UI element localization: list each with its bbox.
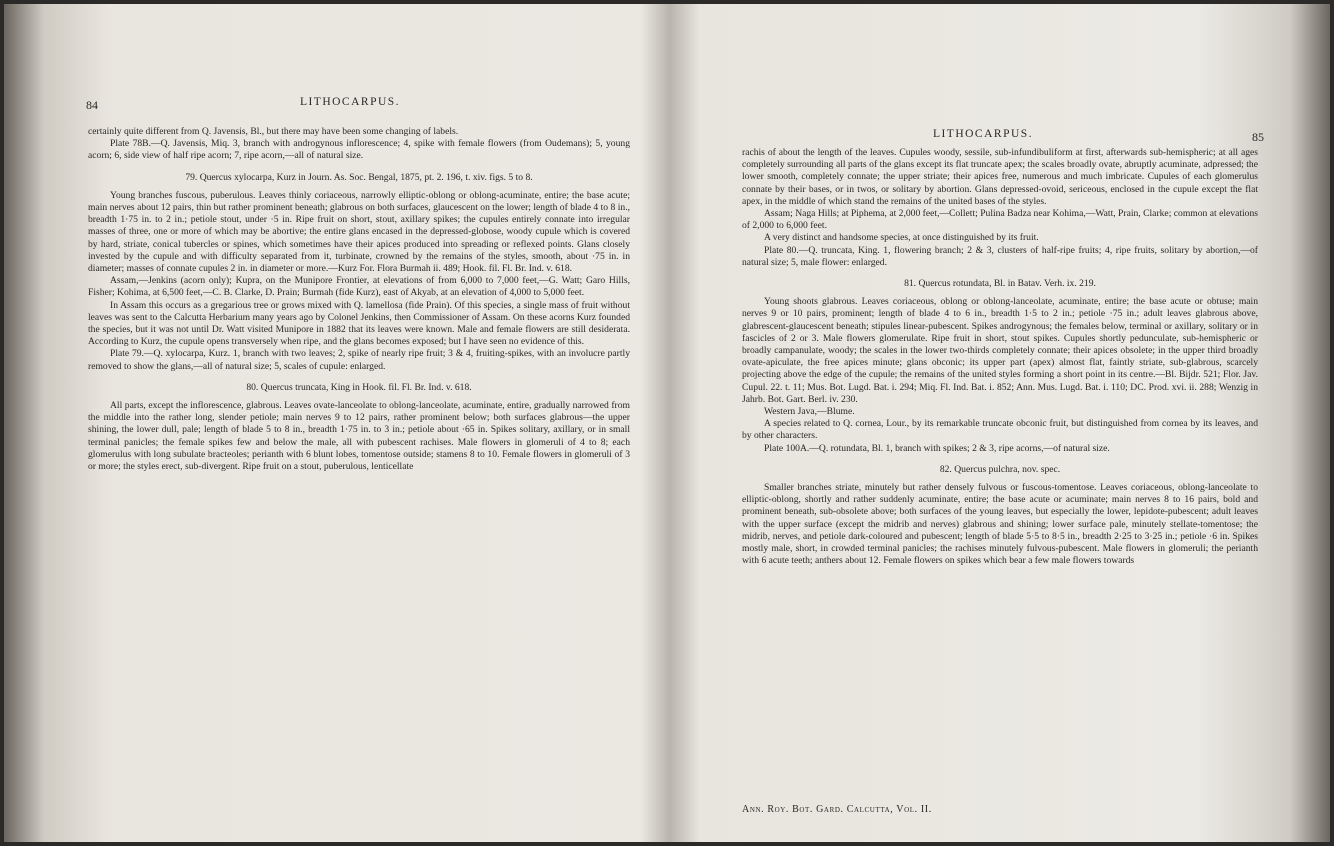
page-number: 85 (1252, 130, 1264, 144)
paragraph: Assam; Naga Hills; at Piphema, at 2,000 feet,—Collett; Pulina Badza near Kohima,—Watt, Prain, Clarke; common at elevations of 2,000 to 6,000 feet. (742, 208, 1258, 232)
paragraph: rachis of about the length of the leaves. Cupules woody, sessile, sub-infundibuliform at first, afterwards sub-hemispheric; at all ages completely surrounding all parts of the glans except its flat truncate apex; the scales broadly ovate, abruptly acuminate, adpressed; the lower smooth, completely connate; the upper striate; their apices free, numerous and much imbricate. Cupules of each glomerulus connate by their bases, or in twos, or solitary by abortion. Glans depressed-ovoid, sericeous, enclosed in the cupule except the flat apex, in the middle of which stand the remains of the united bases of the styles. (742, 147, 1258, 207)
species-heading: 80. Quercus truncata, King in Hook. fil. Fl. Br. Ind. v. 618. (246, 381, 472, 393)
paragraph: A species related to Q. cornea, Lour., by its remarkable truncate obconic fruit, but distinguished from cornea by its leaves, and by other characters. (742, 418, 1258, 442)
paragraph: Plate 100A.—Q. rotundata, Bl. 1, branch with spikes; 2 & 3, ripe acorns,—of natural size. (764, 442, 1110, 454)
paragraph: Young branches fuscous, puberulous. Leaves thinly coriaceous, narrowly elliptic-oblong or oblong-acuminate, entire; the base acute; main nerves about 12 pairs, thin but rather prominent beneath; glabrous on both surfaces, glaucescent on the lower; length of blade 4 to 8 in., breadth 1·75 in. to 2 in.; petiole stout, under ·5 in. Ripe fruit on short, stout, axillary spikes; the cupules entirely connate into irregular masses of three, one or more of which may be abortive; the entire glans encased in the depressed-globose, woody cupule which is covered by hard, striate, conical tubercles or spines, which sometimes have their apices produced into spreading or reflexed points. Glans closely invested by the cupule and with difficulty separated from it, turbinate, crowned by the remains of the styles, smooth, about ·75 in. in diameter; masses of connate cupules 2 in. in diameter or more.—Kurz For. Flora Burmah ii. 489; Hook. fil. Fl. Br. Ind. v. 618. (88, 189, 630, 275)
paragraph: Assam,—Jenkins (acorn only); Kupra, on the Munipore Frontier, at elevations of from 6,000 to 7,000 feet,—G. Watt; Garo Hills, Fisher; Kohima, at 6,500 feet,—C. B. Clarke, D. Prain; Burmah (fide Kurz), east of Akyab, at an elevation of 4,000 to 5,000 feet. (88, 275, 630, 299)
running-head: LITHOCARPUS. (932, 128, 1034, 140)
paragraph: certainly quite different from Q. Javensis, Bl., but there may have been some changing of labels. (88, 126, 459, 137)
species-heading: 81. Quercus rotundata, Bl. in Batav. Verh. ix. 219. (904, 278, 1096, 290)
paragraph: Plate 80.—Q. truncata, King. 1, flowering branch; 2 & 3, clusters of half-ripe fruits; 4, ripe fruits, solitary by abortion,—of natural size; 5, male flower: enlarged. (742, 244, 1258, 268)
book-spread (4, 4, 1330, 842)
paragraph: A very distinct and handsome species, at once distinguished by its fruit. (764, 232, 1039, 244)
paragraph: Western Java,—Blume. (764, 406, 855, 418)
running-head: LITHOCARPUS. (299, 96, 401, 108)
paragraph: All parts, except the inflorescence, glabrous. Leaves ovate-lanceolate to oblong-lanceolate, acuminate, entire, gradually narrowed from the middle into the rather long, slender petiole; main nerves 9 to 12 pairs, rather prominent below; both surfaces glabrous—the upper shining, the lower dull, pale; length of blade 5 to 8 in., breadth 1·75 in. to 3 in.; petiole about ·65 in. Spikes solitary, axillary, or in small terminal panicles; the female spikes few and below the male, all with pubescent rachises. Male flowers in glomeruli of 4 to 8; each glomerulus with long subulate bracteoles; perianth with 6 blunt lobes, tomentose outside; stamens 8 to 10. Female flowers in glomeruli of 3 or more; the styles erect, sub-divergent. Ripe fruit on a stout, puberulous, lenticellate (88, 400, 630, 473)
left-page (56, 4, 644, 842)
species-heading: 82. Quercus pulchra, nov. spec. (939, 463, 1061, 475)
paragraph: Plate 79.—Q. xylocarpa, Kurz. 1, branch with two leaves; 2, spike of nearly ripe fruit; 3 & 4, fruiting-spikes, with an involucre partly removed to show the glans,—all of natural size; 5, scales of cupule: enlarged. (88, 348, 630, 372)
paragraph: Plate 78B.—Q. Javensis, Miq. 3, branch with androgynous inflorescence; 4, spike with female flowers (from Oudemans); 5, young acorn; 6, side view of half ripe acorn; 7, ripe acorn,—all of natural size. (88, 138, 630, 162)
paragraph: Smaller branches striate, minutely but rather densely fulvous or fuscous-tomentose. Leaves coriaceous, oblong-lanceolate to elliptic-oblong, shortly and rather suddenly acuminate, entire; the base acute or acuminate; main nerves 8 to 16 pairs, bold and prominent beneath, sub-obsolete above; both surfaces of the young leaves, but especially the lower, lepidote-pubescent; adult leaves with the upper surface (except the midrib and nerves) glabrous and shining; lower surface pale, minutely stellate-tomentose; the midrib, nerves, and petiole dark-coloured and pubescent; length of blade 5·5 to 8·5 in., breadth 2·25 to 3·25 in.; petiole ·6 in. Spikes mostly male, short, in crowded terminal panicles; the rachises minutely fulvous-pubescent. Male flowers in glomeruli; the perianth with 6 acute teeth; anthers about 12. Female flowers on spikes which bear a few male flowers towards (742, 482, 1258, 567)
journal-footer: Ann. Roy. Bot. Gard. Calcutta, Vol. II. (742, 804, 932, 815)
paragraph: In Assam this occurs as a gregarious tree or grows mixed with Q. lamellosa (fide Prain). Of this species, a single mass of fruit without leaves was sent to the Calcutta Herbarium many years ago by Colonel Jenkins, then Commissioner of Assam. On these acorns Kurz founded the species, but it was not until Dr. Watt visited Munipore in 1882 that its leaves were known. Male and female flowers are still desiderata. According to Kurz, the cupule opens transversely when ripe, and the glans becomes exposed; but I have seen no evidence of this. (88, 299, 630, 348)
paragraph: Young shoots glabrous. Leaves coriaceous, oblong or oblong-lanceolate, acuminate, entire; the base acute or obtuse; main nerves 9 or 10 pairs, prominent; length of blade 4 to 6 in., breadth 1·5 to 2 in.; petiole ·75 in.; adult leaves glabrous above, glabrescent-glaucescent beneath; stipules linear-pubescent. Spikes androgynous; the females below, terminal or axillary, solitary or in fascicles of 2 or 3. Male flowers glomerulate. Ripe fruit in short, stout spikes. Cupules shortly pedunculate, sub-hemispheric or broadly campanulate, woody; the scales in the lower two-thirds completely connate; their apices obsolete; in the upper third broadly ovate-apiculate, the free apices minute; glans obconic; its upper part (apex) almost flat, faintly striate, sub-glabrous, scarcely projecting above the edge of the cupule; the remains of the united styles forming a short point in its centre.—Bl. Bijdr. 521; Flor. Jav. Cupul. 22. t. 11; Mus. Bot. Lugd. Bat. i. 294; Miq. Fl. Ind. Bat. i. 852; Ann. Mus. Lugd. Bat. i. 110; DC. Prod. xvi. ii. 288; Wenzig in Jahrb. Bot. Gart. Berl. iv. 230. (742, 296, 1258, 405)
species-heading: 79. Quercus xylocarpa, Kurz in Journ. As. Soc. Bengal, 1875, pt. 2. 196, t. xiv. figs. 5 to 8. (185, 171, 533, 183)
page-text (742, 147, 1258, 568)
page-number: 84 (86, 98, 98, 112)
page-text (88, 126, 630, 473)
right-page (688, 4, 1278, 842)
